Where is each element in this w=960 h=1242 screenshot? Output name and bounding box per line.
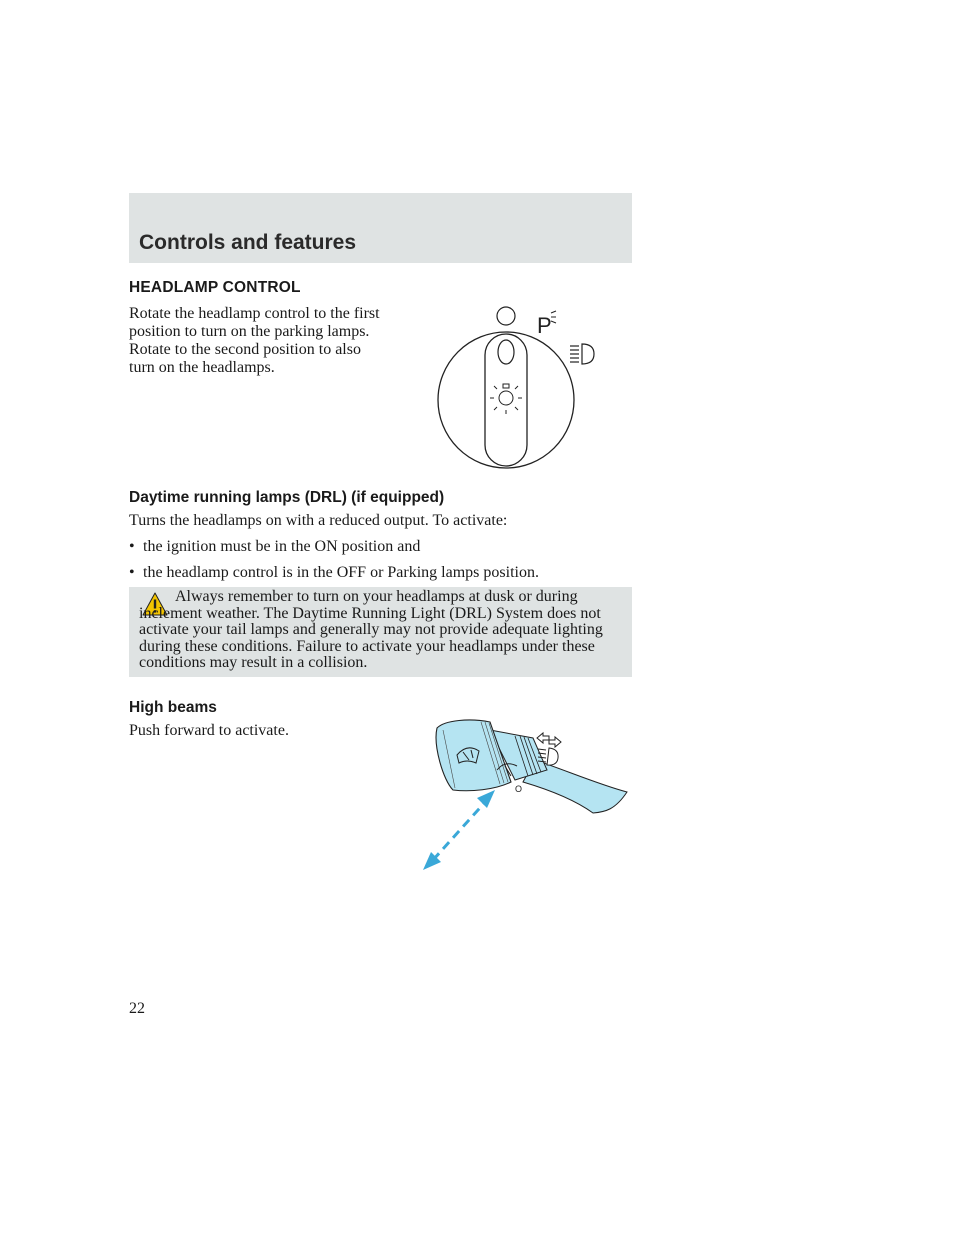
warning-box (129, 587, 632, 677)
bullet-text: the headlamp control is in the OFF or Parking lamps position. (143, 564, 539, 581)
drl-bullet-list (129, 538, 539, 590)
bullet-dot: • (129, 538, 135, 555)
drl-heading: Daytime running lamps (DRL) (if equipped) (129, 489, 445, 506)
stalk-off-label: O (515, 784, 523, 794)
headlamp-beam-icon (570, 344, 594, 364)
high-beams-paragraph: Push forward to activate. (129, 722, 289, 739)
stalk-end-cap (436, 720, 511, 791)
parking-lamp-icon: P (537, 313, 552, 338)
page-number: 22 (129, 1000, 145, 1017)
warning-text: Always remember to turn on your headlamps at dusk or during inclement weather. The Daytime Running Light (DRL) System does not activate your tail lamps and generally may not provide adequate lighting during these conditions. Failure to activate your headlamps under these conditions may result in a collision. (139, 588, 603, 672)
multifunction-stalk-figure (415, 700, 635, 875)
turn-signal-icon (537, 733, 561, 747)
push-pull-arrow-icon (423, 790, 495, 870)
headlamp-paragraph: Rotate the headlamp control to the first position to turn on the parking lamps. Rotate to the second position to also turn on the headlamps. (129, 305, 380, 376)
knob-indicator (498, 340, 514, 364)
list-item (129, 564, 539, 582)
high-beams-heading: High beams (129, 699, 217, 716)
headlamp-knob-figure (430, 300, 605, 470)
bullet-dot: • (129, 564, 135, 581)
section-title: Controls and features (139, 231, 357, 254)
section-header-band (129, 193, 632, 263)
headlamp-heading: HEADLAMP CONTROL (129, 279, 301, 296)
drl-paragraph: Turns the headlamps on with a reduced output. To activate: (129, 512, 508, 529)
list-item (129, 538, 539, 556)
parking-lamp-rays (551, 311, 556, 323)
off-position-icon (497, 307, 515, 325)
bullet-text: the ignition must be in the ON position and (143, 538, 421, 555)
